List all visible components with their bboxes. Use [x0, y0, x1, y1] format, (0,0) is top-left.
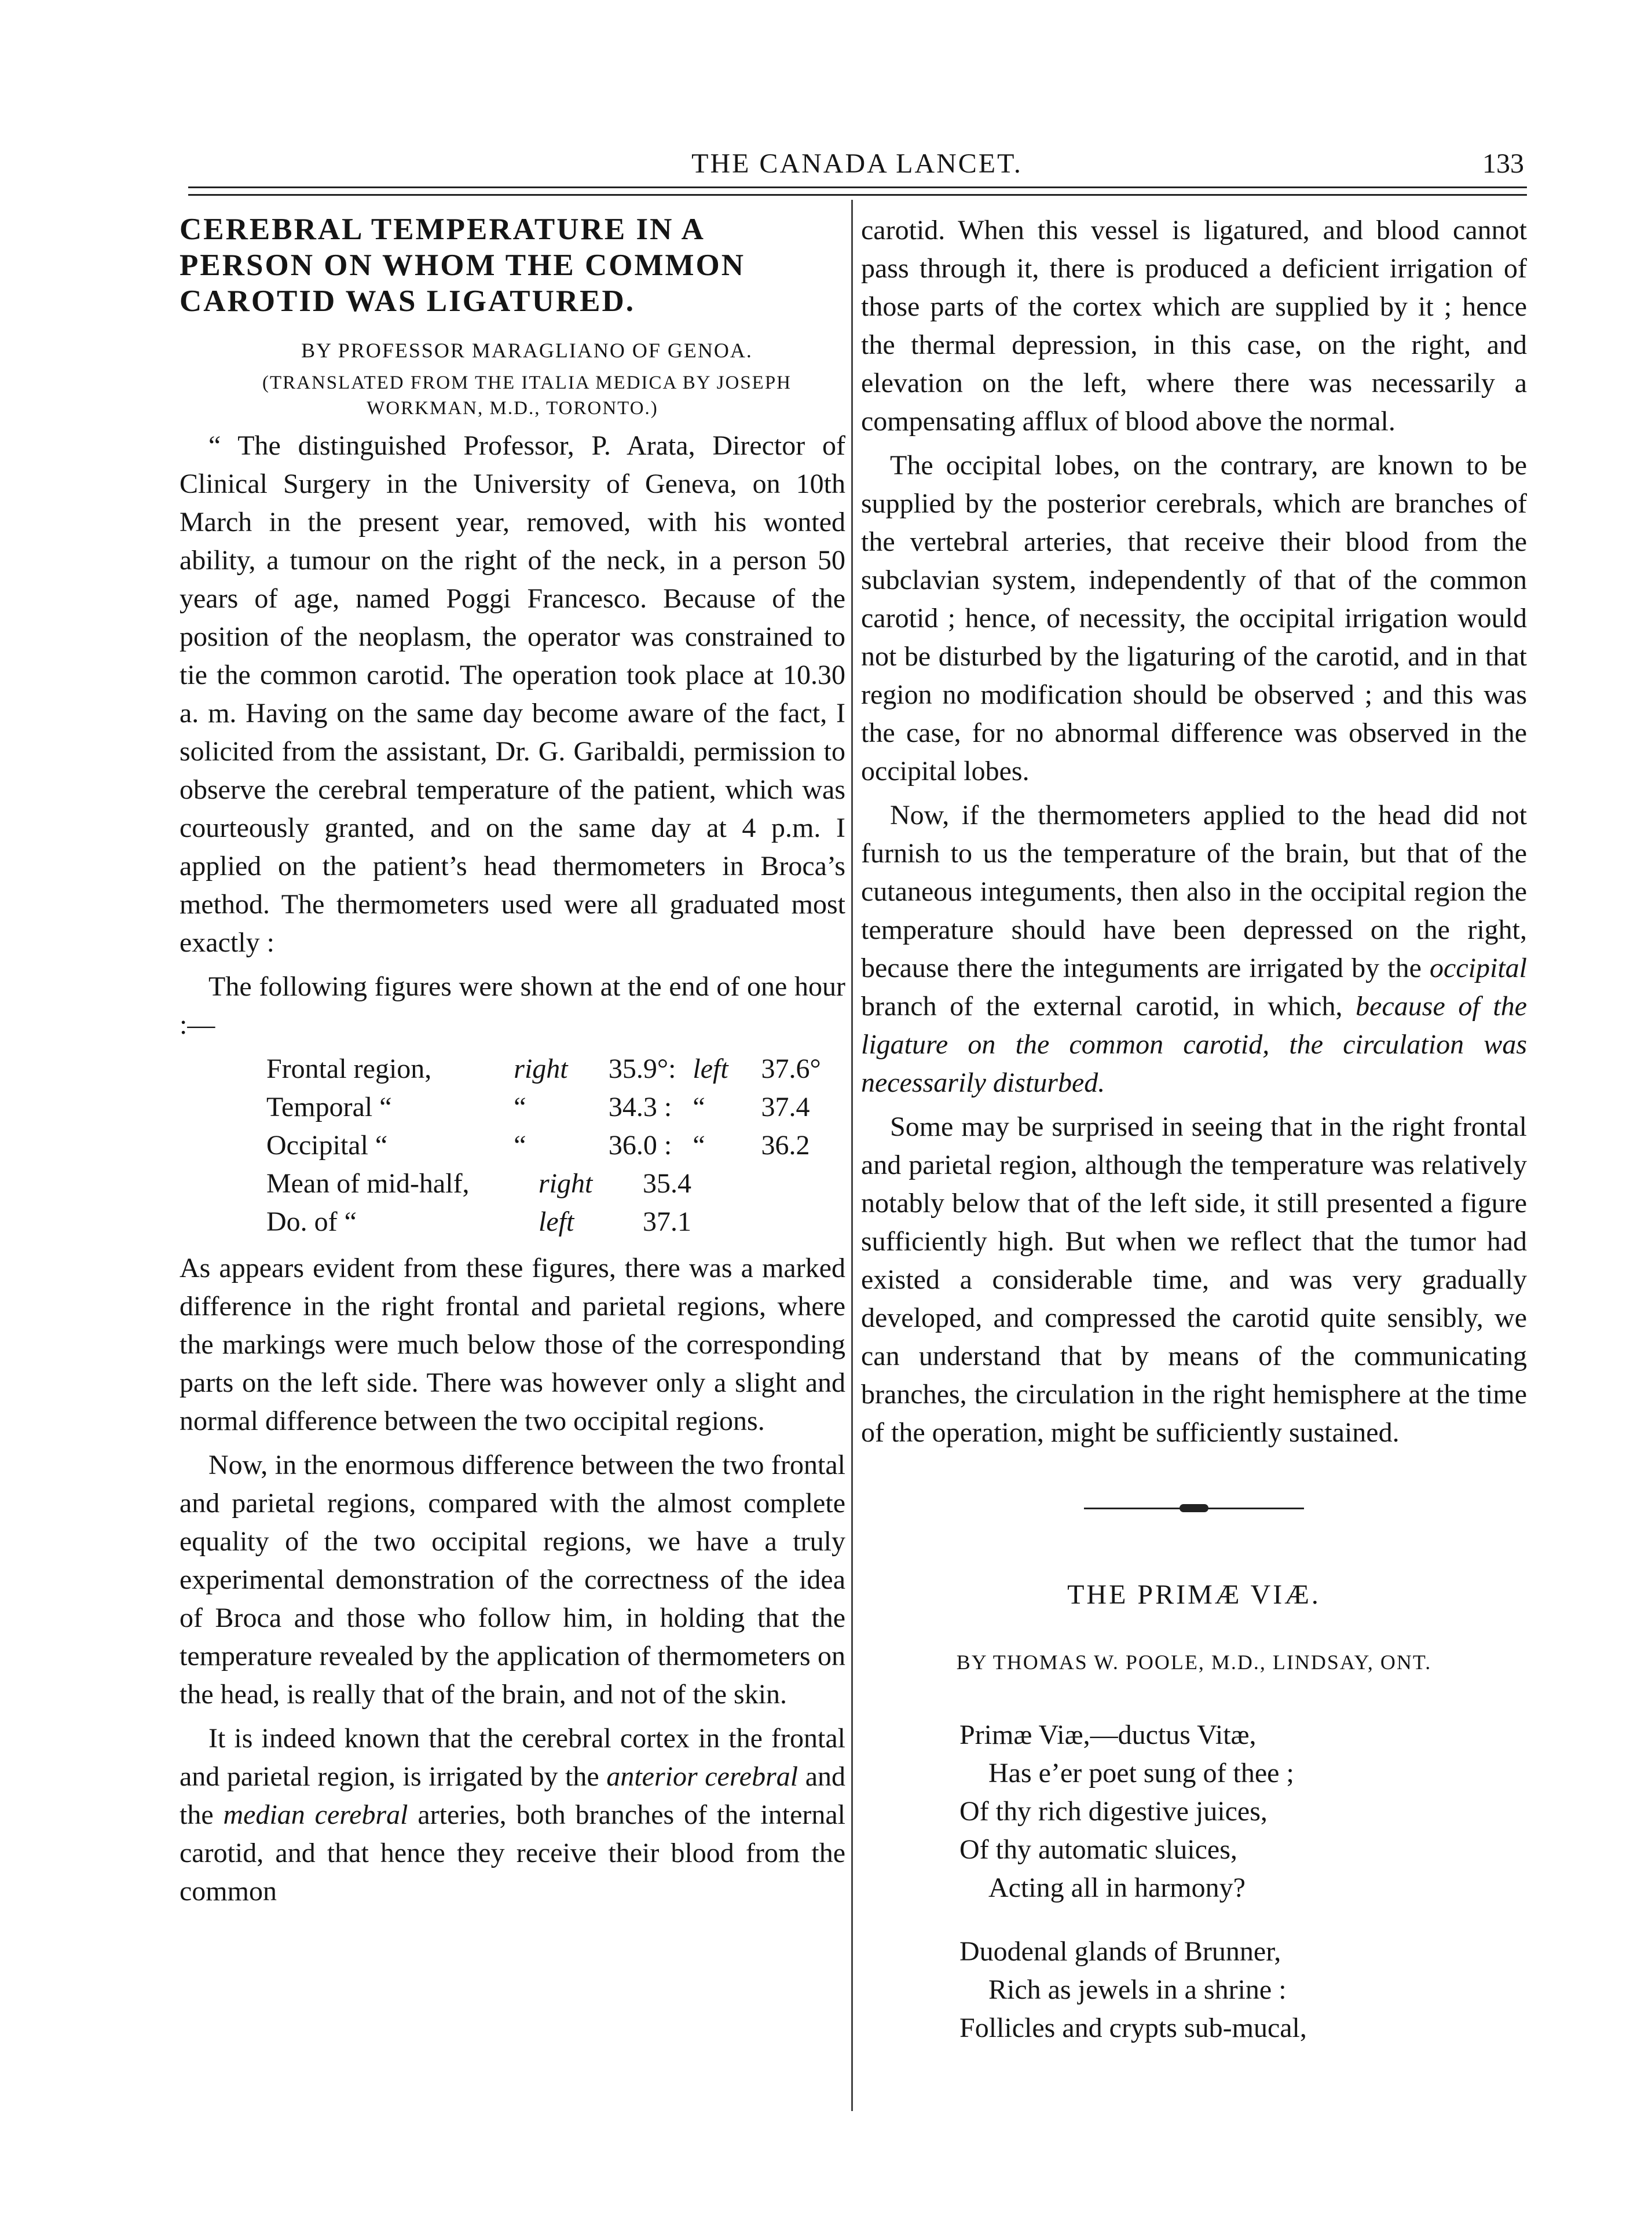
temperature-value: 37.1	[643, 1206, 691, 1237]
poem-line: Of thy automatic sluices,	[959, 1834, 1237, 1865]
table-row	[266, 1050, 845, 1088]
poem-byline: BY THOMAS W. POOLE, M.D., LINDSAY, ONT.	[956, 1651, 1432, 1674]
text-run: arteries, both branches of the internal carotid, and that hence they receive their blood from the common	[180, 1799, 846, 1907]
text-run: It is indeed known that the cerebral cortex in the frontal and parietal region, is irrigated by the	[180, 1723, 845, 1792]
paragraph: Some may be surprised in seeing that in the right frontal and parietal region, although the temperature was relatively notably below that of the left side, it still presented a figure sufficiently high. But when we reflect that the tumor had existed a considerable time, and was very gradually developed, and compressed the carotid quite sensibly, we can understand that by means of the communicating branches, the circulation in the right hemisphere at the time of the operation, might be sufficiently sustained.	[861, 1111, 1527, 1448]
poem-line: Follicles and crypts sub-mucal,	[959, 2013, 1307, 2043]
translation-credit: (TRANSLATED FROM THE ITALIA MEDICA BY JOSEPH WORKMAN, M.D., TORONTO.)	[262, 372, 792, 419]
side-label: left	[539, 1206, 574, 1237]
header-double-rule	[188, 186, 1527, 196]
ornament-mark	[1180, 1504, 1208, 1512]
side-label: “	[693, 1092, 705, 1122]
temperature-table	[266, 1050, 845, 1241]
temperature-value: 34.3 :	[608, 1092, 672, 1122]
side-label: “	[514, 1092, 526, 1122]
side-label: left	[693, 1054, 728, 1084]
poem-line: Duodenal glands of Brunner,	[959, 1936, 1281, 1967]
text-run: branch of the external carotid, in which,	[861, 991, 1343, 1022]
italic-phrase: because of the ligature on the common carotid, the circulation was necessarily disturbed.	[861, 991, 1527, 1098]
section-ornament	[1084, 1504, 1304, 1512]
paragraph: As appears evident from these figures, there was a marked difference in the right frontal and parietal regions, where the markings were much below those of the corresponding parts on the left side. There was however only a slight and normal difference between the two occipital regions.	[180, 1253, 845, 1436]
side-label: right	[514, 1054, 568, 1084]
region-label: Mean of mid-half,	[266, 1168, 470, 1199]
poem-line: Primæ Viæ,—ductus Vitæ,	[959, 1720, 1257, 1750]
poem-title: THE PRIMÆ VIÆ.	[1067, 1579, 1321, 1610]
page-number: 133	[1482, 148, 1524, 179]
poem-stanza	[959, 1716, 1527, 1907]
side-label: right	[539, 1168, 593, 1199]
paragraph: The occipital lobes, on the contrary, are known to be supplied by the posterior cerebrals, which are branches of the vertebral arteries, that receive their blood from the subclavian system, independently of that of the common carotid ; hence, of necessity, the occipital irrigation would not be disturbed by the ligaturing of the carotid, and in that region no modification should be observed ; and this was the case, for no abnormal difference was observed in the occipital lobes.	[861, 450, 1527, 787]
paragraph: carotid. When this vessel is ligatured, and blood cannot pass through it, there is produced a deficient irrigation of those parts of the cortex which are supplied by it ; hence the thermal depression, in this case, on the right, and elevation on the left, where there was necessarily a compensating afflux of blood above the normal.	[861, 215, 1527, 437]
running-header: THE CANADA LANCET.	[691, 148, 1023, 179]
paragraph: “ The distinguished Professor, P. Arata, Director of Clinical Surgery in the University of Geneva, on 10th March in the present year, removed, with his wonted ability, a tumour on the right of the neck, in a person 50 years of age, named Poggi Francesco. Because of the position of the neoplasm, the operator was constrained to tie the common carotid. The operation took place at 10.30 a. m. Having on the same day become aware of the fact, I solicited from the assistant, Dr. G. Garibaldi, permission to observe the cerebral temperature of the patient, which was courteously granted, and on the same day at 4 p.m. I applied on the patient’s head thermometers in Broca’s method. The thermometers used were all graduated most exactly :	[180, 430, 845, 958]
right-column	[861, 211, 1527, 2073]
article-byline: BY PROFESSOR MARAGLIANO OF GENOA.	[301, 339, 753, 362]
italic-term: anterior cerebral	[606, 1761, 798, 1792]
text-run: Now, if the thermometers applied to the head did not furnish to us the temperature of the brain, but that of the cutaneous integuments, then also in the occipital region the temperature should have been depressed on the right, because there the integuments are irrigated by the	[861, 800, 1527, 983]
paragraph	[861, 796, 1527, 1102]
poem-stanza	[959, 1933, 1527, 2047]
temperature-value: 37.4	[761, 1092, 810, 1122]
left-column	[180, 211, 845, 1916]
paragraph: Now, in the enormous difference between the two frontal and parietal regions, compared with the almost complete equality of the two occipital regions, we have a truly experimental demonstration of the correctness of the idea of Broca and those who follow him, in holding that the temperature revealed by the application of thermometers on the head, is really that of the brain, and not of the skin.	[180, 1450, 845, 1710]
temperature-value: 35.4	[643, 1168, 691, 1199]
paragraph	[180, 1720, 845, 1911]
table-row	[266, 1088, 845, 1126]
region-label: Occipital “	[266, 1130, 388, 1161]
poem-line: Acting all in harmony?	[988, 1872, 1246, 1903]
table-row	[266, 1126, 845, 1165]
temperature-value: 37.6°	[761, 1054, 821, 1084]
region-label: Temporal “	[266, 1092, 392, 1122]
paragraph: The following figures were shown at the end of one hour :—	[180, 971, 845, 1040]
table-row	[266, 1165, 845, 1203]
table-row	[266, 1203, 845, 1241]
temperature-value: 36.0 :	[608, 1130, 672, 1161]
temperature-value: 35.9°:	[608, 1054, 676, 1084]
poem-line: Of thy rich digestive juices,	[959, 1796, 1268, 1827]
column-divider	[851, 200, 853, 2111]
text-run: and the	[180, 1761, 846, 1830]
article-title: CEREBRAL TEMPERATURE IN A PERSON ON WHOM THE COMMON CAROTID WAS LIGATURED.	[180, 213, 746, 318]
poem-line: Rich as jewels in a shrine :	[988, 1974, 1287, 2005]
side-label: “	[514, 1130, 526, 1161]
region-label: Frontal region,	[266, 1054, 432, 1084]
italic-term: median cerebral	[223, 1799, 408, 1830]
region-label: Do. of “	[266, 1206, 357, 1237]
italic-term: occipital	[1430, 953, 1527, 983]
temperature-value: 36.2	[761, 1130, 810, 1161]
side-label: “	[693, 1130, 705, 1161]
poem-line: Has e’er poet sung of thee ;	[988, 1758, 1294, 1788]
